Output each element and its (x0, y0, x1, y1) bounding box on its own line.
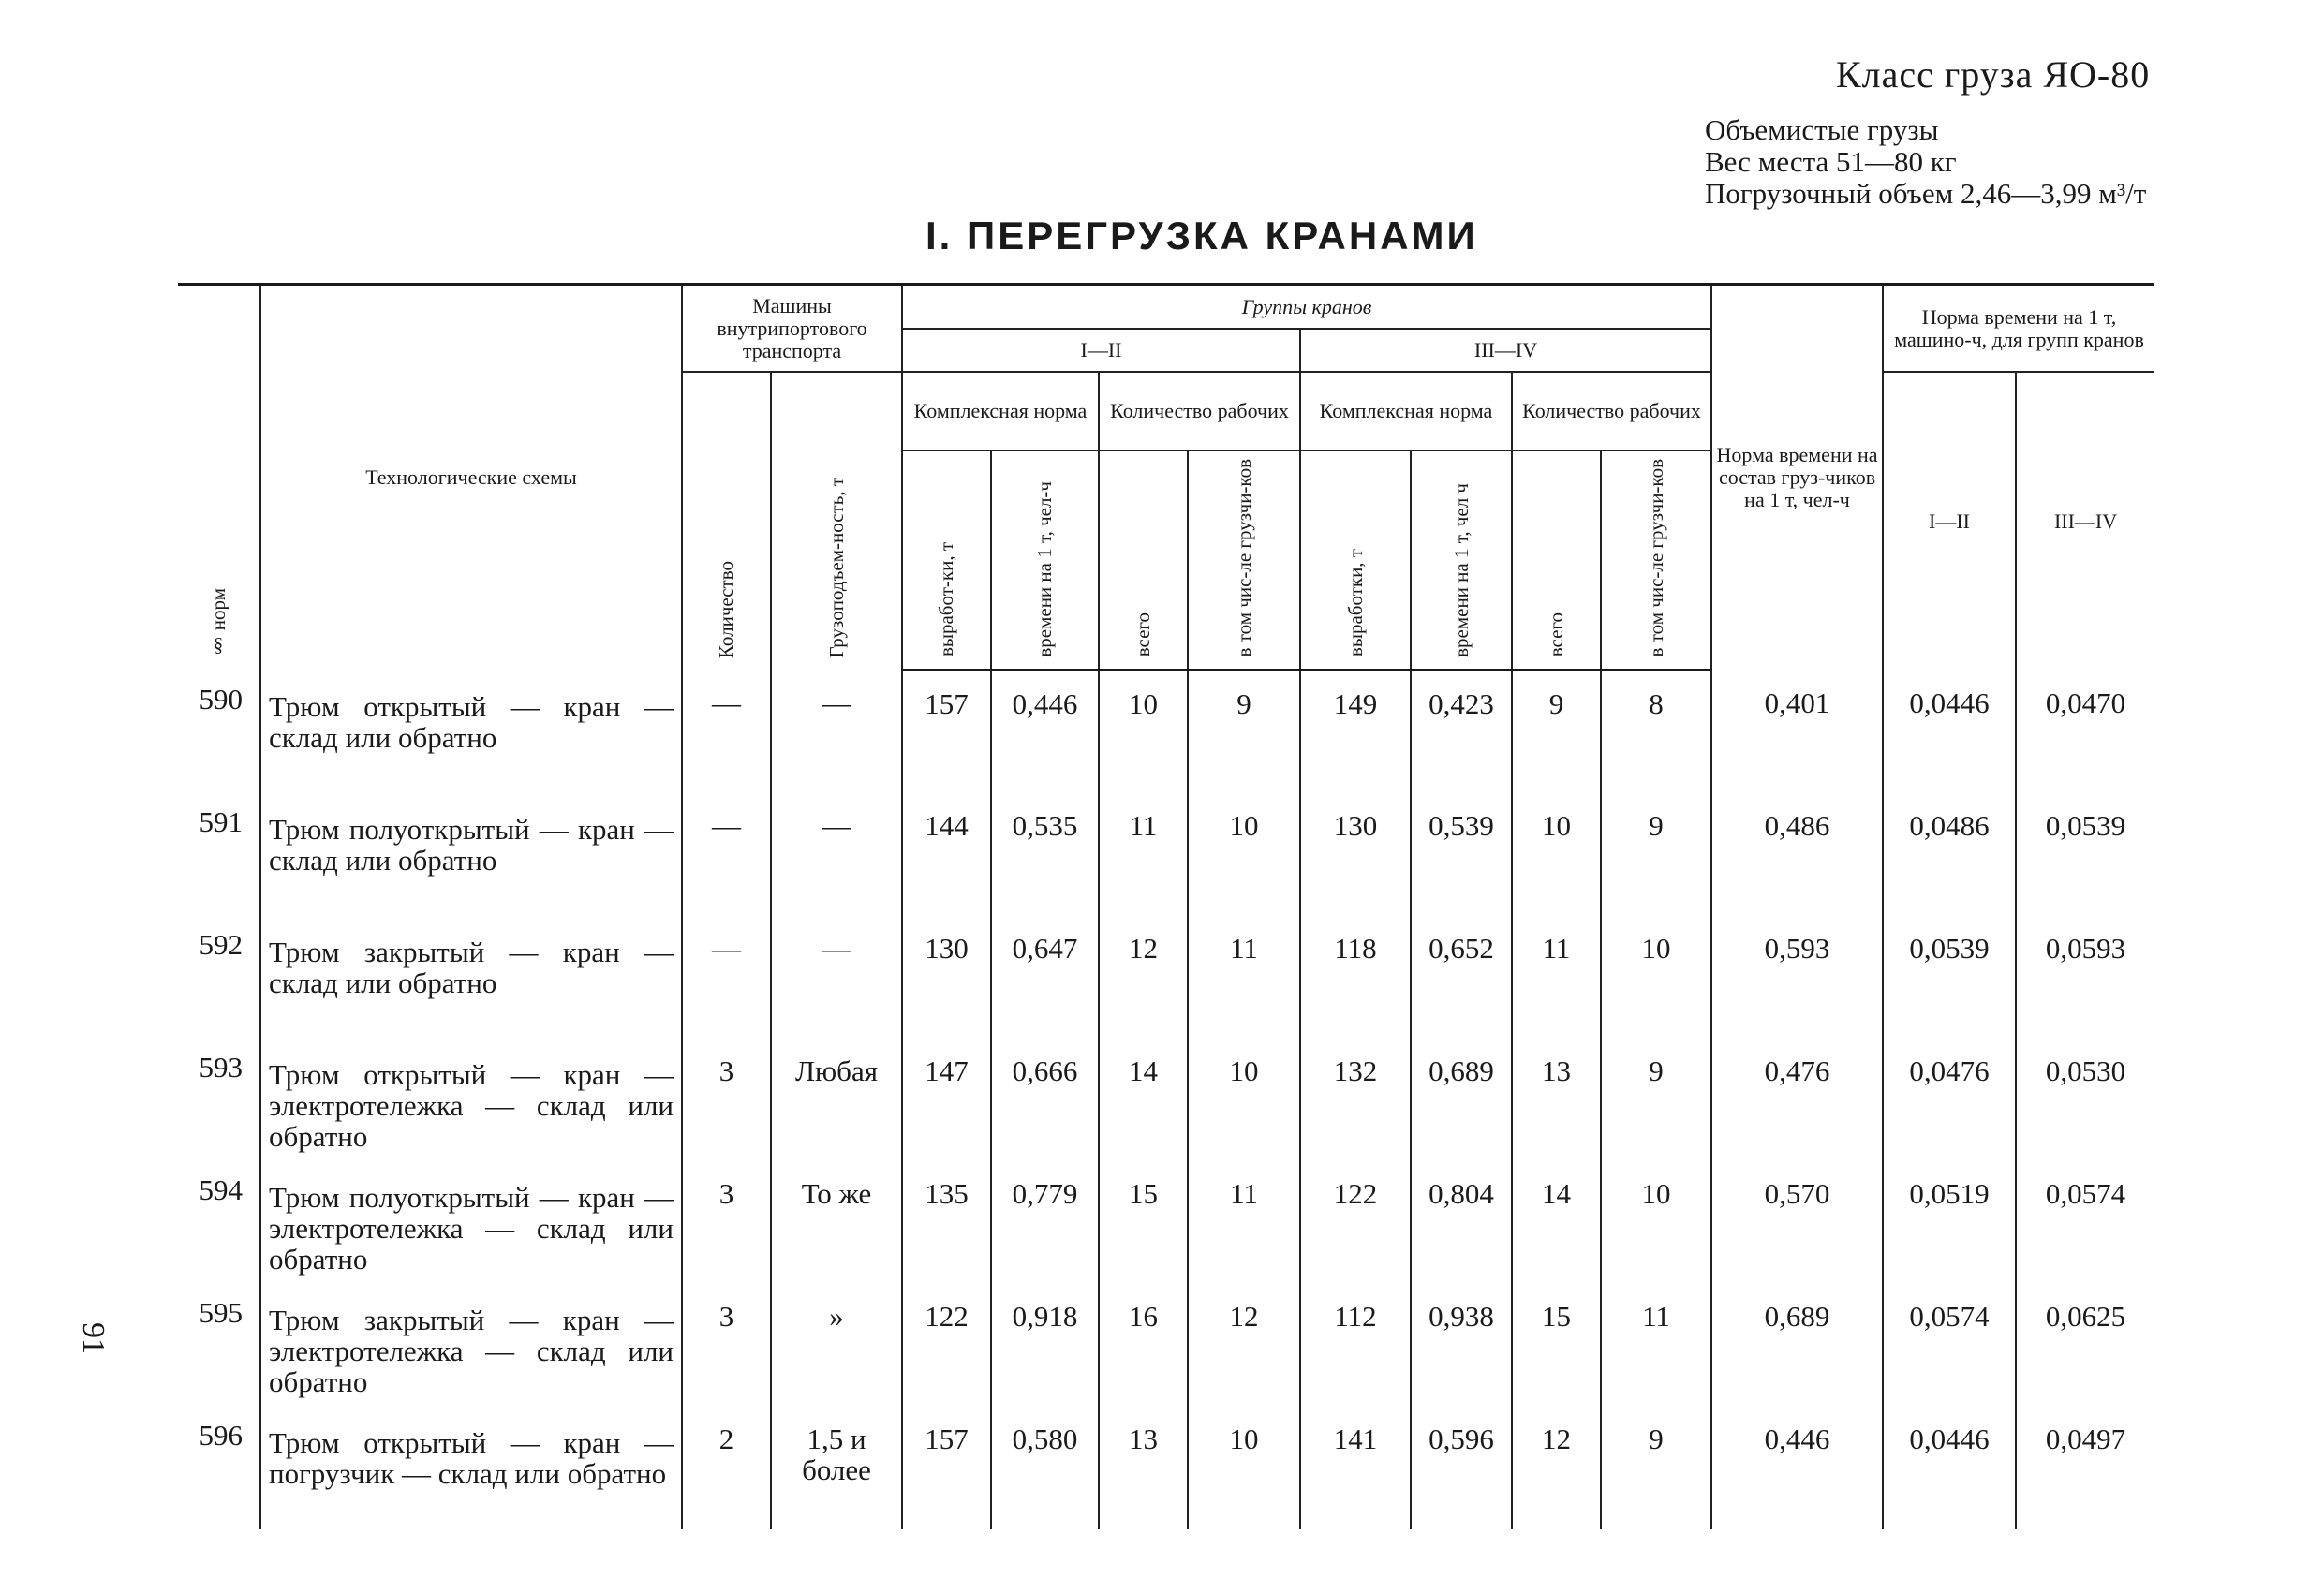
header-output-1: выработ-ки, т (902, 450, 991, 671)
table-row (178, 1039, 2154, 1161)
cell-workers-total-2: 15 (1512, 1284, 1601, 1407)
scheme-text-main: Трюм закрытый — кран — (269, 935, 674, 968)
cell-workers-total-2: 11 (1512, 916, 1601, 1039)
cell-machines-qty: 3 (682, 1284, 771, 1407)
cell-loader-time: 0,476 (1711, 1039, 1883, 1161)
cell-workers-total-2: 9 (1512, 671, 1601, 793)
header-mt-3-4: III—IV (2016, 372, 2154, 671)
scheme-text-end: погрузчик — склад или обратно (269, 1456, 667, 1490)
scheme-text-end: кран — склад или обратно (269, 812, 674, 877)
cell-machine-time-3-4: 0,0530 (2016, 1039, 2154, 1161)
cell-time-1: 0,666 (991, 1039, 1099, 1161)
cell-output-2: 130 (1300, 793, 1411, 916)
cell-time-2: 0,804 (1411, 1161, 1512, 1284)
cell-loaders-1: 10 (1188, 793, 1300, 916)
scheme-text-main: Трюм полуоткрытый — (269, 812, 569, 846)
cell-machines-capacity: То же (771, 1161, 902, 1284)
header-loader-time: Норма времени на состав груз-чиков на 1 т, чел-ч (1711, 286, 1883, 671)
cell-output-1: 157 (902, 671, 991, 793)
cell-norm-number: 591 (199, 804, 243, 838)
cell-workers-total-1: 15 (1099, 1161, 1188, 1284)
cell-machines-qty: 3 (682, 1039, 771, 1161)
page-number: 91 (76, 1322, 111, 1354)
header-loaders-1: в том чис-ле грузчи-ков (1188, 450, 1300, 671)
cell-output-2: 112 (1300, 1284, 1411, 1407)
cell-loaders-2: 11 (1601, 1284, 1711, 1407)
cell-machines-qty: 2 (682, 1407, 771, 1529)
cell-time-2: 0,938 (1411, 1284, 1512, 1407)
cell-norm-number: 596 (199, 1418, 243, 1452)
header-machines-qty: Количество (682, 372, 771, 671)
cell-machines-capacity: — (771, 916, 902, 1039)
header-norm-no: § норм (207, 588, 229, 658)
cell-loader-time: 0,593 (1711, 916, 1883, 1039)
header-crane-groups: Группы кранов (902, 286, 1711, 329)
header-loaders-2: в том чис-ле грузчи-ков (1601, 450, 1711, 671)
cell-loaders-1: 10 (1188, 1039, 1300, 1161)
cell-loaders-2: 9 (1601, 1407, 1711, 1529)
cell-loader-time: 0,689 (1711, 1284, 1883, 1407)
cell-loaders-2: 10 (1601, 1161, 1711, 1284)
header-machines: Машины внутрипортового транспорта (682, 286, 902, 372)
cell-workers-total-1: 14 (1099, 1039, 1188, 1161)
cell-scheme (260, 671, 682, 793)
cell-machines-capacity: Любая (771, 1039, 902, 1161)
header-mt-1-2: I—II (1883, 372, 2016, 671)
cell-machine-time-1-2: 0,0539 (1883, 916, 2016, 1039)
cell-machines-qty: — (682, 671, 771, 793)
cell-norm-number: 594 (199, 1173, 243, 1206)
cell-time-1: 0,580 (991, 1407, 1099, 1529)
scheme-text-main: Трюм полуоткрытый — кран — электротележка — (269, 1180, 674, 1245)
header-group-3-4: III—IV (1300, 329, 1711, 372)
cell-output-1: 122 (902, 1284, 991, 1407)
cell-loaders-1: 9 (1188, 671, 1300, 793)
cell-machines-qty: 3 (682, 1161, 771, 1284)
cell-norm-number: 590 (199, 682, 243, 715)
cell-time-2: 0,596 (1411, 1407, 1512, 1529)
cell-workers-total-1: 11 (1099, 793, 1188, 916)
header-group-1-2: I—II (902, 329, 1300, 372)
cell-time-1: 0,535 (991, 793, 1099, 916)
table-row (178, 671, 2154, 793)
cargo-info-line: Погрузочный объем 2,46—3,99 м³/т (1705, 177, 2147, 210)
scheme-text-main: Трюм закрытый — кран — электротележка — склад или (269, 1303, 674, 1367)
cell-scheme (260, 1284, 682, 1407)
scheme-text-end: склад или обратно (269, 720, 497, 754)
cell-loader-time: 0,401 (1711, 671, 1883, 793)
cell-time-1: 0,779 (991, 1161, 1099, 1284)
section-title: I. ПЕРЕГРУЗКА КРАНАМИ (925, 214, 1478, 258)
cell-workers-total-1: 10 (1099, 671, 1188, 793)
cell-machine-time-3-4: 0,0574 (2016, 1161, 2154, 1284)
header-output-2: выработки, т (1300, 450, 1411, 671)
cell-loaders-2: 10 (1601, 916, 1711, 1039)
scheme-text-main: Трюм открытый — кран — электротележка — склад или (269, 1057, 674, 1122)
cell-machine-time-1-2: 0,0446 (1883, 1407, 2016, 1529)
cell-output-2: 149 (1300, 671, 1411, 793)
cell-machines-qty: — (682, 793, 771, 916)
cell-time-1: 0,647 (991, 916, 1099, 1039)
cell-machine-time-3-4: 0,0539 (2016, 793, 2154, 916)
cell-time-2: 0,539 (1411, 793, 1512, 916)
cell-output-1: 130 (902, 916, 991, 1039)
cell-workers-total-1: 16 (1099, 1284, 1188, 1407)
cell-loader-time: 0,570 (1711, 1161, 1883, 1284)
cell-output-1: 135 (902, 1161, 991, 1284)
cell-scheme (260, 793, 682, 916)
cargo-info (1705, 114, 2146, 210)
cell-norm-number: 592 (199, 927, 243, 961)
cell-output-1: 144 (902, 793, 991, 916)
cell-output-2: 118 (1300, 916, 1411, 1039)
scheme-text-main: Трюм открытый — кран — (269, 1425, 674, 1459)
cell-machine-time-3-4: 0,0497 (2016, 1407, 2154, 1529)
cell-machine-time-3-4: 0,0625 (2016, 1284, 2154, 1407)
header-total-2: всего (1512, 450, 1601, 671)
cell-machine-time-1-2: 0,0476 (1883, 1039, 2016, 1161)
cell-machines-capacity: » (771, 1284, 902, 1407)
cargo-info-line: Объемистые грузы (1705, 113, 1939, 146)
cell-machine-time-1-2: 0,0519 (1883, 1161, 2016, 1284)
cell-time-1: 0,446 (991, 671, 1099, 793)
cell-output-2: 141 (1300, 1407, 1411, 1529)
header-time-1: времени на 1 т, чел-ч (991, 450, 1099, 671)
cell-workers-total-2: 13 (1512, 1039, 1601, 1161)
cell-machine-time-3-4: 0,0470 (2016, 671, 2154, 793)
cell-time-2: 0,652 (1411, 916, 1512, 1039)
header-time-2: времени на 1 т, чел ч (1411, 450, 1512, 671)
table-row (178, 1161, 2154, 1284)
header-workers-1: Количество рабочих (1099, 372, 1300, 450)
cell-norm-number: 595 (199, 1295, 243, 1329)
norms-table (178, 286, 2154, 1529)
cell-scheme (260, 1039, 682, 1161)
cell-workers-total-1: 13 (1099, 1407, 1188, 1529)
cell-output-2: 122 (1300, 1161, 1411, 1284)
table-row (178, 916, 2154, 1039)
cell-machine-time-3-4: 0,0593 (2016, 916, 2154, 1039)
cell-machine-time-1-2: 0,0574 (1883, 1284, 2016, 1407)
cell-machines-qty: — (682, 916, 771, 1039)
header-complex-norm-2: Комплексная норма (1300, 372, 1512, 450)
cell-time-2: 0,423 (1411, 671, 1512, 793)
scheme-text-end: склад или обратно (269, 1211, 674, 1276)
scheme-text-end: склад или обратно (269, 966, 497, 999)
cell-machine-time-1-2: 0,0486 (1883, 793, 2016, 916)
cell-time-2: 0,689 (1411, 1039, 1512, 1161)
header-machine-time: Норма времени на 1 т, машино-ч, для групп кранов (1883, 286, 2154, 372)
cell-workers-total-1: 12 (1099, 916, 1188, 1039)
cell-output-1: 157 (902, 1407, 991, 1529)
table-row (178, 1407, 2154, 1529)
cargo-info-line: Вес места 51—80 кг (1705, 145, 1957, 178)
cell-machines-capacity: 1,5 и более (771, 1407, 902, 1529)
header-schemes: Технологические схемы (260, 286, 682, 671)
cell-loader-time: 0,446 (1711, 1407, 1883, 1529)
cell-loaders-2: 9 (1601, 1039, 1711, 1161)
cell-scheme (260, 1407, 682, 1529)
cell-loaders-1: 11 (1188, 916, 1300, 1039)
header-machines-capacity: Грузоподъем-ность, т (771, 372, 902, 671)
scheme-text-end: обратно (269, 1119, 368, 1153)
cell-time-1: 0,918 (991, 1284, 1099, 1407)
header-complex-norm-1: Комплексная норма (902, 372, 1099, 450)
cell-output-1: 147 (902, 1039, 991, 1161)
cell-machine-time-1-2: 0,0446 (1883, 671, 2016, 793)
cell-loaders-2: 9 (1601, 793, 1711, 916)
cargo-class-title: Класс груза ЯО-80 (1836, 53, 2151, 96)
cell-workers-total-2: 14 (1512, 1161, 1601, 1284)
cell-loaders-1: 12 (1188, 1284, 1300, 1407)
cell-loaders-2: 8 (1601, 671, 1711, 793)
table-row (178, 793, 2154, 916)
cell-loaders-1: 10 (1188, 1407, 1300, 1529)
cell-workers-total-2: 12 (1512, 1407, 1601, 1529)
cell-loaders-1: 11 (1188, 1161, 1300, 1284)
cell-loader-time: 0,486 (1711, 793, 1883, 916)
cell-machines-capacity: — (771, 793, 902, 916)
header-workers-2: Количество рабочих (1512, 372, 1711, 450)
header-total-1: всего (1099, 450, 1188, 671)
cell-output-2: 132 (1300, 1039, 1411, 1161)
cell-norm-number: 593 (199, 1050, 243, 1084)
scheme-text-main: Трюм открытый — кран — (269, 689, 674, 723)
cell-scheme (260, 1161, 682, 1284)
cell-workers-total-2: 10 (1512, 793, 1601, 916)
table-row (178, 1284, 2154, 1407)
scheme-text-end: обратно (269, 1364, 368, 1398)
cell-scheme (260, 916, 682, 1039)
cell-machines-capacity: — (771, 671, 902, 793)
